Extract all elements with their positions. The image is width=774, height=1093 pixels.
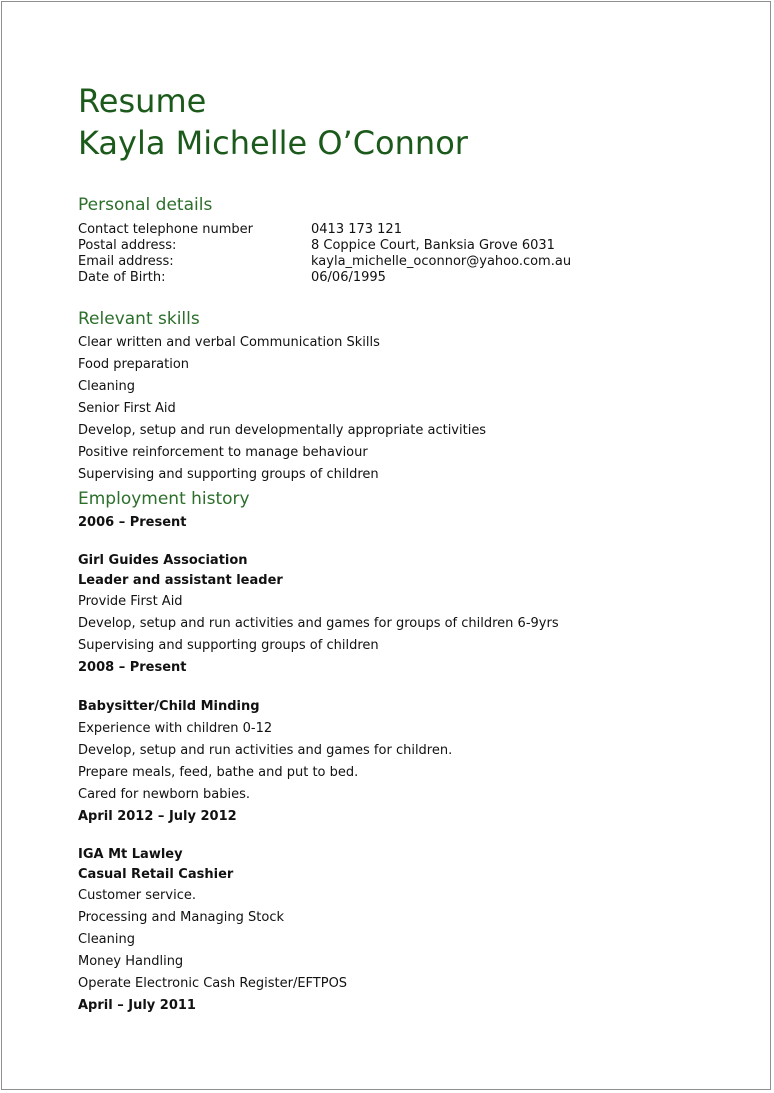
job-organisation: Babysitter/Child Minding bbox=[78, 699, 260, 714]
details-label: Email address: bbox=[78, 254, 174, 269]
job-role: Casual Retail Cashier bbox=[78, 867, 234, 882]
job-duty: Prepare meals, feed, bathe and put to bed. bbox=[78, 765, 359, 780]
job-duty: Supervising and supporting groups of children bbox=[78, 638, 379, 653]
details-value: 06/06/1995 bbox=[311, 270, 386, 285]
details-row bbox=[78, 270, 571, 286]
job-role: Leader and assistant leader bbox=[78, 573, 283, 588]
skills-list bbox=[78, 332, 718, 486]
skill-item: Develop, setup and run developmentally appropriate activities bbox=[78, 423, 487, 438]
job-duty: Money Handling bbox=[78, 954, 184, 969]
details-label: Postal address: bbox=[78, 238, 177, 253]
job-duty: Provide First Aid bbox=[78, 594, 183, 609]
document-title: Resume bbox=[78, 82, 207, 120]
details-row bbox=[78, 254, 571, 270]
skills-heading: Relevant skills bbox=[78, 309, 200, 329]
skill-item: Positive reinforcement to manage behaviour bbox=[78, 445, 368, 460]
job-entry bbox=[78, 657, 718, 806]
job-period: April 2012 – July 2012 bbox=[78, 809, 237, 824]
job-duty: Develop, setup and run activities and games for groups of children 6-9yrs bbox=[78, 616, 559, 631]
details-row bbox=[78, 222, 571, 238]
job-duty: Customer service. bbox=[78, 888, 196, 903]
candidate-name: Kayla Michelle O’Connor bbox=[78, 124, 468, 162]
resume-content bbox=[78, 80, 718, 1017]
details-value: kayla_michelle_oconnor@yahoo.com.au bbox=[311, 254, 572, 269]
job-period: April – July 2011 bbox=[78, 998, 196, 1013]
details-value: 8 Coppice Court, Banksia Grove 6031 bbox=[311, 238, 555, 253]
details-label: Date of Birth: bbox=[78, 270, 166, 285]
details-row bbox=[78, 238, 571, 254]
job-entry bbox=[78, 806, 718, 995]
details-label: Contact telephone number bbox=[78, 222, 253, 237]
skill-item: Supervising and supporting groups of children bbox=[78, 467, 379, 482]
skill-item: Clear written and verbal Communication Skills bbox=[78, 335, 380, 350]
details-value: 0413 173 121 bbox=[311, 222, 402, 237]
job-duty: Experience with children 0-12 bbox=[78, 721, 273, 736]
personal-details-heading: Personal details bbox=[78, 195, 213, 215]
job-duty: Operate Electronic Cash Register/EFTPOS bbox=[78, 976, 348, 991]
skill-item: Cleaning bbox=[78, 379, 135, 394]
skill-item: Food preparation bbox=[78, 357, 190, 372]
document-page bbox=[1, 1, 771, 1090]
job-organisation: IGA Mt Lawley bbox=[78, 847, 183, 862]
job-entry bbox=[78, 512, 718, 657]
job-duty: Cleaning bbox=[78, 932, 135, 947]
job-entry bbox=[78, 995, 718, 1017]
skill-item: Senior First Aid bbox=[78, 401, 176, 416]
employment-heading: Employment history bbox=[78, 489, 250, 509]
job-period: 2006 – Present bbox=[78, 515, 187, 530]
job-duty: Processing and Managing Stock bbox=[78, 910, 284, 925]
job-duty: Develop, setup and run activities and games for children. bbox=[78, 743, 453, 758]
job-organisation: Girl Guides Association bbox=[78, 553, 248, 568]
job-period: 2008 – Present bbox=[78, 660, 187, 675]
personal-details-table bbox=[78, 222, 571, 286]
job-duty: Cared for newborn babies. bbox=[78, 787, 251, 802]
